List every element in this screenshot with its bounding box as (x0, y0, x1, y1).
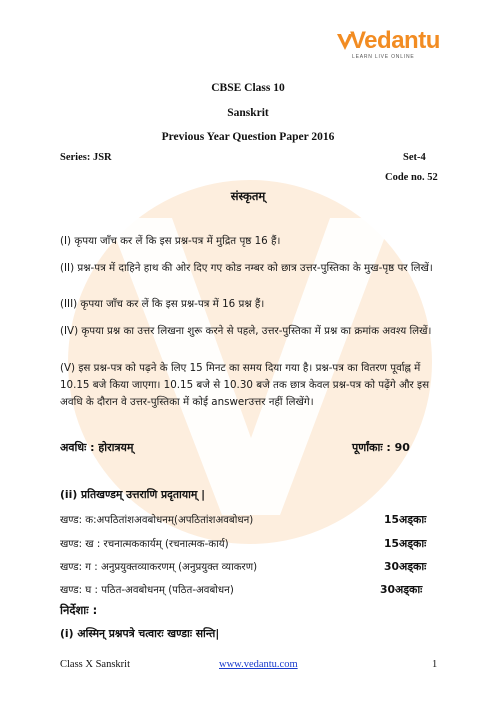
instruction-item: (IV) कृपया प्रश्न का उत्तर लिखना शुरू करने से पहले, उत्तर-पुस्तिका में प्रश्न का क्रमांक अवश्य लिखें। (60, 325, 432, 337)
logo-tagline: LEARN LIVE ONLINE (352, 54, 415, 60)
subject-title: Sanskrit (227, 107, 269, 119)
section-marks: 30अड्काः (384, 560, 427, 573)
sections-heading: (ii) प्रतिखण्डम् उत्तराणि प्रदृतायाम् | (60, 488, 206, 501)
section-marks: 15अड्काः (384, 513, 427, 526)
series-label: Series: JSR (60, 152, 112, 163)
instruction-item: (III) कृपया जाँच कर लें कि इस प्रश्न-पत्र में 16 प्रश्न हैं। (60, 298, 265, 310)
footer-website-link[interactable]: www.vedantu.com (219, 659, 298, 670)
section-name: खण्ड: घ : पठित-अवबोधनम् (पठित-अवबोधन) (60, 585, 234, 596)
section-marks: 15अड्काः (384, 537, 427, 550)
paper-title: Previous Year Question Paper 2016 (161, 131, 335, 143)
section-marks: 30अड्काः (380, 583, 423, 596)
page-number: 1 (432, 659, 438, 670)
footer-class-label: Class X Sanskrit (60, 659, 131, 670)
section-name: खण्ड: ग : अनुप्रयुक्तव्याकरणम् (अनुप्रयुक्त व्याकरण) (60, 562, 258, 573)
subject-heading: संस्कृतम् (230, 189, 266, 203)
logo-wordmark: Vedantu (350, 27, 440, 54)
exam-board-class: CBSE Class 10 (211, 82, 285, 94)
duration-label: अवधिः : होरात्रयम् (60, 441, 134, 454)
instruction-item: (I) कृपया जाँच कर लें कि इस प्रश्न-पत्र में मुद्रित पृष्ठ 16 हैं। (60, 235, 281, 247)
code-number: Code no. 52 (385, 172, 438, 183)
instruction-item: (V) इस प्रश्न-पत्र को पढ़ने के लिए 15 मिनट का समय दिया गया है। प्रश्न-पत्र का वितरण पूर्वाह्न में 10.15 बजे किया जाएगा। 10.15 बजे से 10.30 बजे तक छात्र केवल प्रश्न-पत्र को पढ़ेंगे और इस अवधि के दौरान वे उत्तर-पुस्तिका में कोई answerउत्तर नहीं लिखेंगे। (60, 362, 430, 408)
section-name: खण्ड: क:अपठितांशअवबोधनम्(अपठितांशअवबोधन) (60, 515, 254, 526)
directions-heading: निर्देशाः : (60, 603, 98, 617)
set-label: Set-4 (403, 152, 426, 163)
instruction-item: (II) प्रश्न-पत्र में दाहिने हाथ की ओर दिए गए कोड नम्बर को छात्र उत्तर-पुस्तिका के मुख-पृष्ठ पर लिखें। (60, 262, 433, 274)
vedantu-logo (336, 27, 454, 66)
section-name: खण्ड: ख : रचनात्मककार्यम् (रचनात्मक-कार्य) (60, 539, 229, 550)
total-marks: पूर्णांकाः : 90 (352, 441, 410, 454)
direction-point: (i) अस्मिन् प्रश्नपत्रे चत्वारः खण्डाः सन्ति| (60, 627, 220, 640)
